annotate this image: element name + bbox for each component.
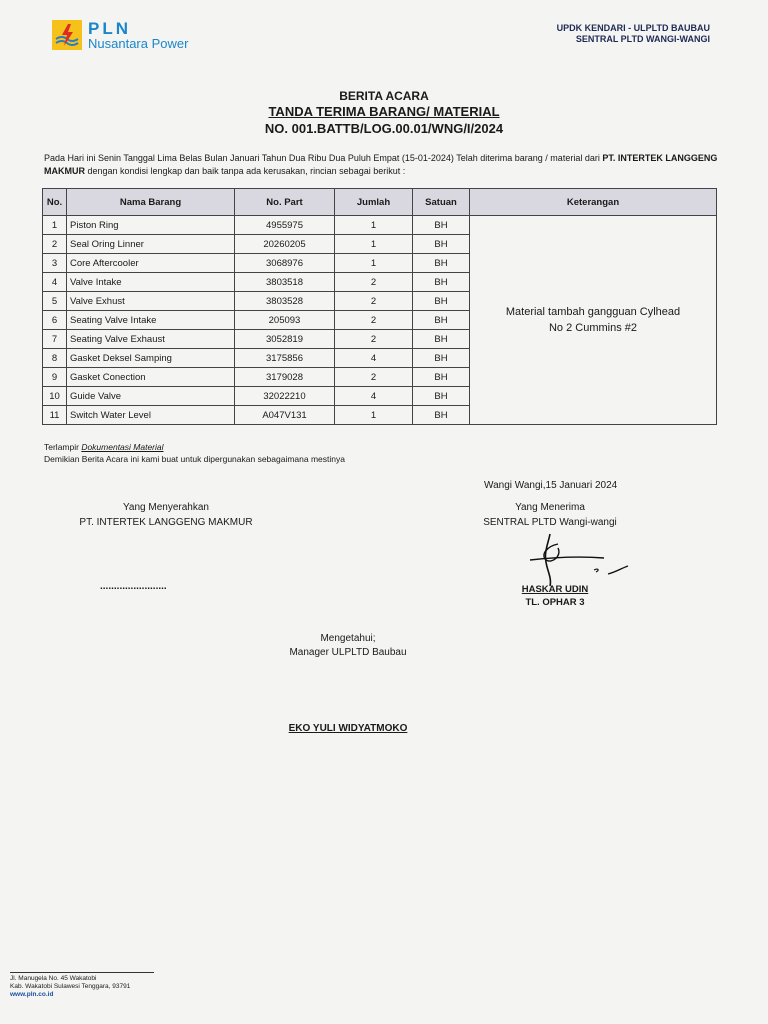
cell-qty: 1 [335, 235, 413, 254]
attachment-link[interactable]: Dokumentasi Material [81, 442, 164, 452]
cell-name: Valve Intake [67, 273, 235, 292]
receiver-unit: SENTRAL PLTD Wangi-wangi [483, 517, 617, 528]
header-note: Keterangan [470, 189, 717, 216]
witness-block [0, 632, 696, 660]
cell-remark: Material tambah gangguan Cylhead No 2 Cummins #2 [470, 216, 717, 425]
attachment-prefix: Terlampir [44, 442, 82, 452]
receiver-name-block [480, 583, 630, 609]
cell-part: 3175856 [235, 349, 335, 368]
giver-role: Yang Menyerahkan [123, 502, 209, 513]
header-unit: Satuan [413, 189, 470, 216]
cell-part: 3803518 [235, 273, 335, 292]
address-line-2: Kab. Wakatobi Sulawesi Tenggara, 93791 [10, 983, 131, 990]
cell-name: Seal Oring Linner [67, 235, 235, 254]
cell-no: 1 [43, 216, 67, 235]
document-title [0, 88, 768, 137]
pln-logo-icon [52, 20, 82, 50]
cell-no: 11 [43, 406, 67, 425]
intro-paragraph [44, 152, 724, 178]
brand-name: PLN [88, 19, 131, 38]
cell-qty: 2 [335, 311, 413, 330]
cell-no: 2 [43, 235, 67, 254]
intro-text-1: Pada Hari ini Senin Tanggal Lima Belas Bulan Januari Tahun Dua Ribu Dua Puluh Empat (15-01-2024) Telah diterima barang / material dari [44, 153, 603, 163]
header-name: Nama Barang [67, 189, 235, 216]
receiver-block [470, 500, 630, 530]
receiver-name: HASKAR UDIN [521, 584, 589, 595]
cell-name: Valve Exhust [67, 292, 235, 311]
cell-name: Gasket Deksel Samping [67, 349, 235, 368]
cell-part: 20260205 [235, 235, 335, 254]
cell-part: 3068976 [235, 254, 335, 273]
cell-unit: BH [413, 292, 470, 311]
cell-name: Guide Valve [67, 387, 235, 406]
receiver-signature [528, 530, 638, 590]
witness-position: Manager ULPLTD Baubau [289, 647, 407, 658]
header-qty: Jumlah [335, 189, 413, 216]
table-body [43, 216, 717, 425]
table-header-row [43, 189, 717, 216]
receiver-grade: TL. OPHAR 3 [525, 597, 585, 608]
cell-unit: BH [413, 387, 470, 406]
pln-logo [52, 20, 188, 51]
unit-line-1: UPDK KENDARI - ULPLTD BAUBAU [556, 23, 710, 33]
closing-statement: Demikian Berita Acara ini kami buat untuk dipergunakan sebagaimana mestinya [44, 454, 345, 464]
receiver-role: Yang Menerima [515, 502, 585, 513]
witness-label: Mengetahui; [320, 633, 376, 644]
cell-no: 4 [43, 273, 67, 292]
giver-block [36, 500, 296, 530]
cell-part: 3803528 [235, 292, 335, 311]
cell-no: 5 [43, 292, 67, 311]
cell-unit: BH [413, 216, 470, 235]
cell-qty: 4 [335, 349, 413, 368]
manager-name: EKO YULI WIDYATMOKO [288, 723, 408, 734]
cell-part: 205093 [235, 311, 335, 330]
table-row [43, 216, 717, 235]
cell-no: 7 [43, 330, 67, 349]
footer-address [10, 972, 154, 999]
address-line-1: Jl. Manugela No. 45 Wakatobi [10, 975, 97, 982]
document-number: NO. 001.BATTB/LOG.00.01/WNG/I/2024 [264, 121, 504, 136]
cell-qty: 1 [335, 216, 413, 235]
cell-qty: 1 [335, 406, 413, 425]
title-line-2: TANDA TERIMA BARANG/ MATERIAL [268, 104, 500, 119]
cell-no: 10 [43, 387, 67, 406]
website-link[interactable]: www.pln.co.id [10, 991, 54, 998]
cell-qty: 4 [335, 387, 413, 406]
cell-unit: BH [413, 368, 470, 387]
cell-no: 3 [43, 254, 67, 273]
cell-part: A047V131 [235, 406, 335, 425]
header-part: No. Part [235, 189, 335, 216]
intro-text-2: dengan kondisi lengkap dan baik tanpa ada kerusakan, rincian sebagai berikut : [85, 166, 406, 176]
supplier-name: PT. INTERTEK LANGGENG MAKMUR [44, 153, 718, 176]
cell-qty: 2 [335, 292, 413, 311]
cell-unit: BH [413, 406, 470, 425]
cell-name: Gasket Conection [67, 368, 235, 387]
giver-signature-line: ........................ [100, 581, 167, 592]
cell-qty: 2 [335, 368, 413, 387]
cell-unit: BH [413, 311, 470, 330]
title-line-1: BERITA ACARA [339, 89, 429, 103]
place-date: Wangi Wangi,15 Januari 2024 [484, 480, 618, 491]
cell-name: Seating Valve Exhaust [67, 330, 235, 349]
cell-qty: 1 [335, 254, 413, 273]
unit-line-2: SENTRAL PLTD WANGI-WANGI [575, 34, 710, 44]
cell-unit: BH [413, 273, 470, 292]
footer-divider [10, 972, 154, 973]
cell-qty: 2 [335, 273, 413, 292]
cell-unit: BH [413, 235, 470, 254]
unit-header [557, 23, 710, 45]
cell-unit: BH [413, 349, 470, 368]
cell-part: 3052819 [235, 330, 335, 349]
items-table [42, 188, 717, 425]
cell-unit: BH [413, 254, 470, 273]
cell-qty: 2 [335, 330, 413, 349]
cell-name: Switch Water Level [67, 406, 235, 425]
cell-part: 3179028 [235, 368, 335, 387]
cell-part: 32022210 [235, 387, 335, 406]
cell-name: Seating Valve Intake [67, 311, 235, 330]
cell-part: 4955975 [235, 216, 335, 235]
attachment-note [44, 441, 345, 465]
giver-company: PT. INTERTEK LANGGENG MAKMUR [79, 517, 253, 528]
cell-name: Piston Ring [67, 216, 235, 235]
brand-subtitle: Nusantara Power [88, 36, 189, 51]
header-no: No. [43, 189, 67, 216]
cell-no: 9 [43, 368, 67, 387]
cell-no: 6 [43, 311, 67, 330]
cell-name: Core Aftercooler [67, 254, 235, 273]
cell-unit: BH [413, 330, 470, 349]
cell-no: 8 [43, 349, 67, 368]
